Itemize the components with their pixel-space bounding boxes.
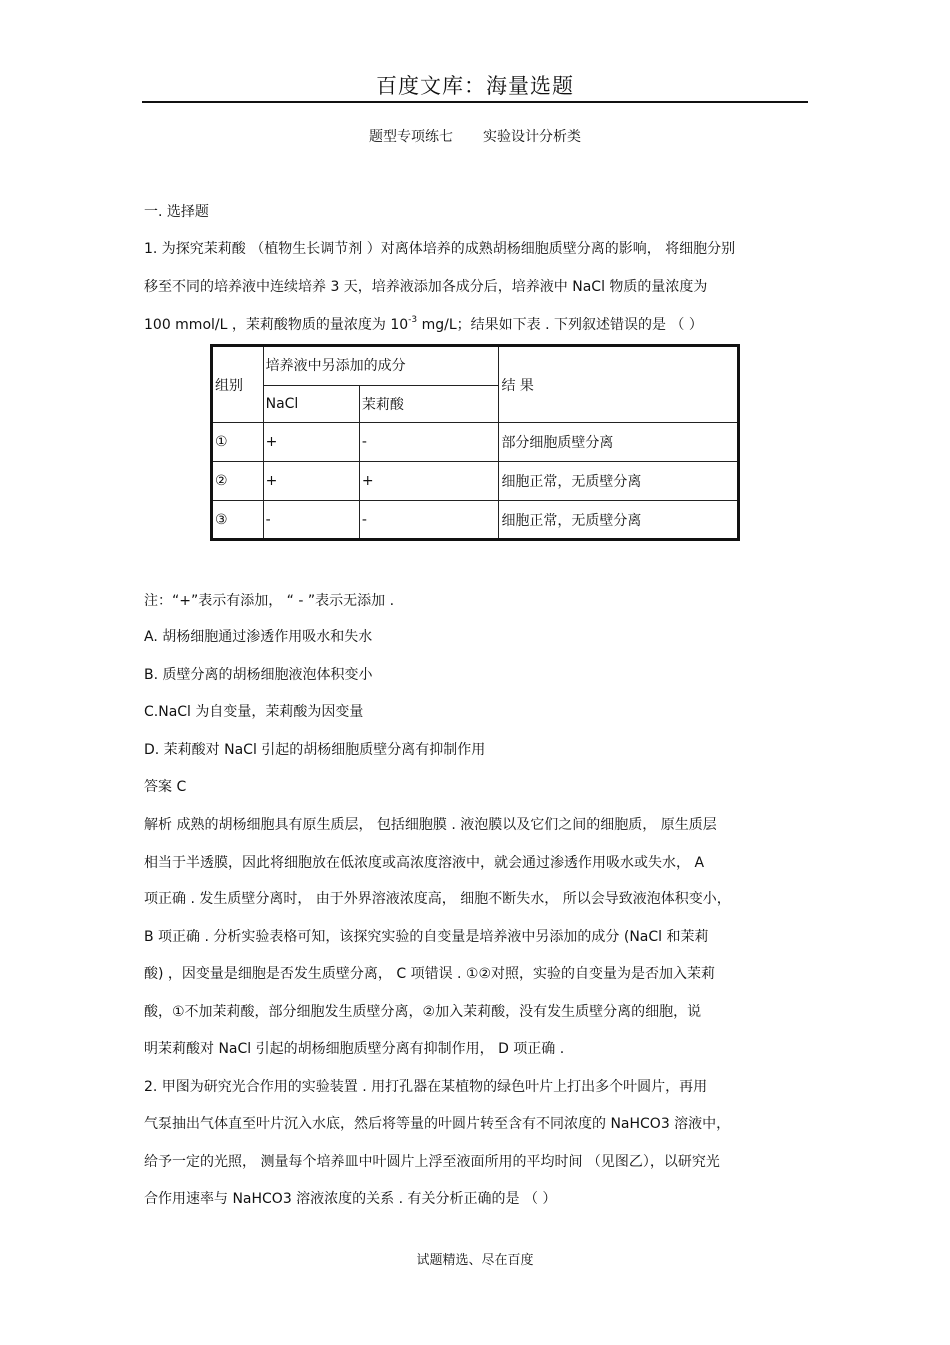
row-id: ② <box>212 462 264 501</box>
cell-result: 细胞正常，无质壁分离 <box>499 462 739 501</box>
analysis-line: 酸，①不加茉莉酸，部分细胞发生质壁分离，②加入茉莉酸，没有发生质壁分离的细胞，说 <box>144 1004 702 1020</box>
q2-stem-line: 给予一定的光照， 测量每个培养皿中叶圆片上浮至液面所用的平均时间 （见图乙），以研究光 <box>144 1154 720 1170</box>
header-result: 结 果 <box>499 346 739 423</box>
cell-result: 部分细胞质壁分离 <box>499 423 739 462</box>
q1-stem-line-3b: mg/L；结果如下表 . 下列叙述错误的是 （ ） <box>417 317 703 333</box>
analysis-line: 明茉莉酸对 NaCl 引起的胡杨细胞质壁分离有抑制作用， D 项正确 . <box>144 1041 565 1057</box>
header-added-components: 培养液中另添加的成分 <box>263 346 499 386</box>
cell-nacl: + <box>263 423 359 462</box>
table-note: 注：“+”表示有添加， “ - ”表示无添加 . <box>144 593 395 609</box>
analysis-line: B 项正确 . 分析实验表格可知，该探究实验的自变量是培养液中另添加的成分 (NaCl 和茉莉 <box>144 929 709 945</box>
table-row <box>212 462 739 501</box>
analysis-line: 相当于半透膜，因此将细胞放在低浓度或高浓度溶液中，就会通过渗透作用吸水或失水， A <box>144 855 705 871</box>
q1-stem-line-3a: 100 mmol/L ，茉莉酸物质的量浓度为 10 <box>144 317 409 333</box>
q1-stem-line-2: 移至不同的培养液中连续培养 3 天，培养液添加各成分后，培养液中 NaCl 物质的量浓度为 <box>144 279 708 295</box>
cell-jasmonic-acid: - <box>359 423 499 462</box>
cell-result: 细胞正常，无质壁分离 <box>499 501 739 540</box>
option-a: A. 胡杨细胞通过渗透作用吸水和失水 <box>144 629 373 645</box>
exponent: -3 <box>408 315 418 325</box>
results-table <box>210 344 740 541</box>
q2-stem-line: 气泵抽出气体直至叶片沉入水底，然后将等量的叶圆片转至含有不同浓度的 NaHCO3 溶液中， <box>144 1116 731 1132</box>
option-c: C.NaCl 为自变量，茉莉酸为因变量 <box>144 704 364 720</box>
header-divider <box>142 101 808 103</box>
analysis-line: 酸) ，因变量是细胞是否发生质壁分离， C 项错误 . ①②对照，实验的自变量为是否加入茉莉 <box>144 966 716 982</box>
header-jasmonic-acid: 茉莉酸 <box>359 386 499 423</box>
q1-stem-line-1: 1. 为探究茉莉酸 （植物生长调节剂 ）对离体培养的成熟胡杨细胞质壁分离的影响， 将细胞分别 <box>144 241 736 257</box>
q1-stem-line-3 <box>144 314 703 334</box>
row-id: ③ <box>212 501 264 540</box>
analysis-line: 解析 成熟的胡杨细胞具有原生质层， 包括细胞膜 . 液泡膜以及它们之间的细胞质， 原生质层 <box>144 817 717 833</box>
table-row <box>212 501 739 540</box>
option-b: B. 质壁分离的胡杨细胞液泡体积变小 <box>144 667 373 683</box>
cell-jasmonic-acid: - <box>359 501 499 540</box>
cell-nacl: + <box>263 462 359 501</box>
q2-stem-line: 2. 甲图为研究光合作用的实验装置 . 用打孔器在某植物的绿色叶片上打出多个叶圆片，再用 <box>144 1079 708 1095</box>
page-header-title: 百度文库：海量选题 <box>376 74 574 98</box>
header-group: 组别 <box>212 346 264 423</box>
worksheet-title <box>0 126 950 146</box>
worksheet-title-part1: 题型专项练七 <box>369 129 453 145</box>
answer: 答案 C <box>144 779 187 795</box>
row-id: ① <box>212 423 264 462</box>
q2-stem-line: 合作用速率与 NaHCO3 溶液浓度的关系 . 有关分析正确的是 （ ） <box>144 1191 557 1207</box>
option-d: D. 茉莉酸对 NaCl 引起的胡杨细胞质壁分离有抑制作用 <box>144 742 486 758</box>
cell-nacl: - <box>263 501 359 540</box>
page-footer: 试题精选、尽在百度 <box>416 1253 534 1268</box>
analysis-line: 项正确 . 发生质壁分离时， 由于外界溶液浓度高， 细胞不断失水， 所以会导致液泡体积变小， <box>144 891 731 907</box>
section-heading: 一. 选择题 <box>144 204 209 220</box>
header-nacl: NaCl <box>263 386 359 423</box>
cell-jasmonic-acid: + <box>359 462 499 501</box>
table-row <box>212 423 739 462</box>
worksheet-title-part2: 实验设计分析类 <box>483 129 581 145</box>
